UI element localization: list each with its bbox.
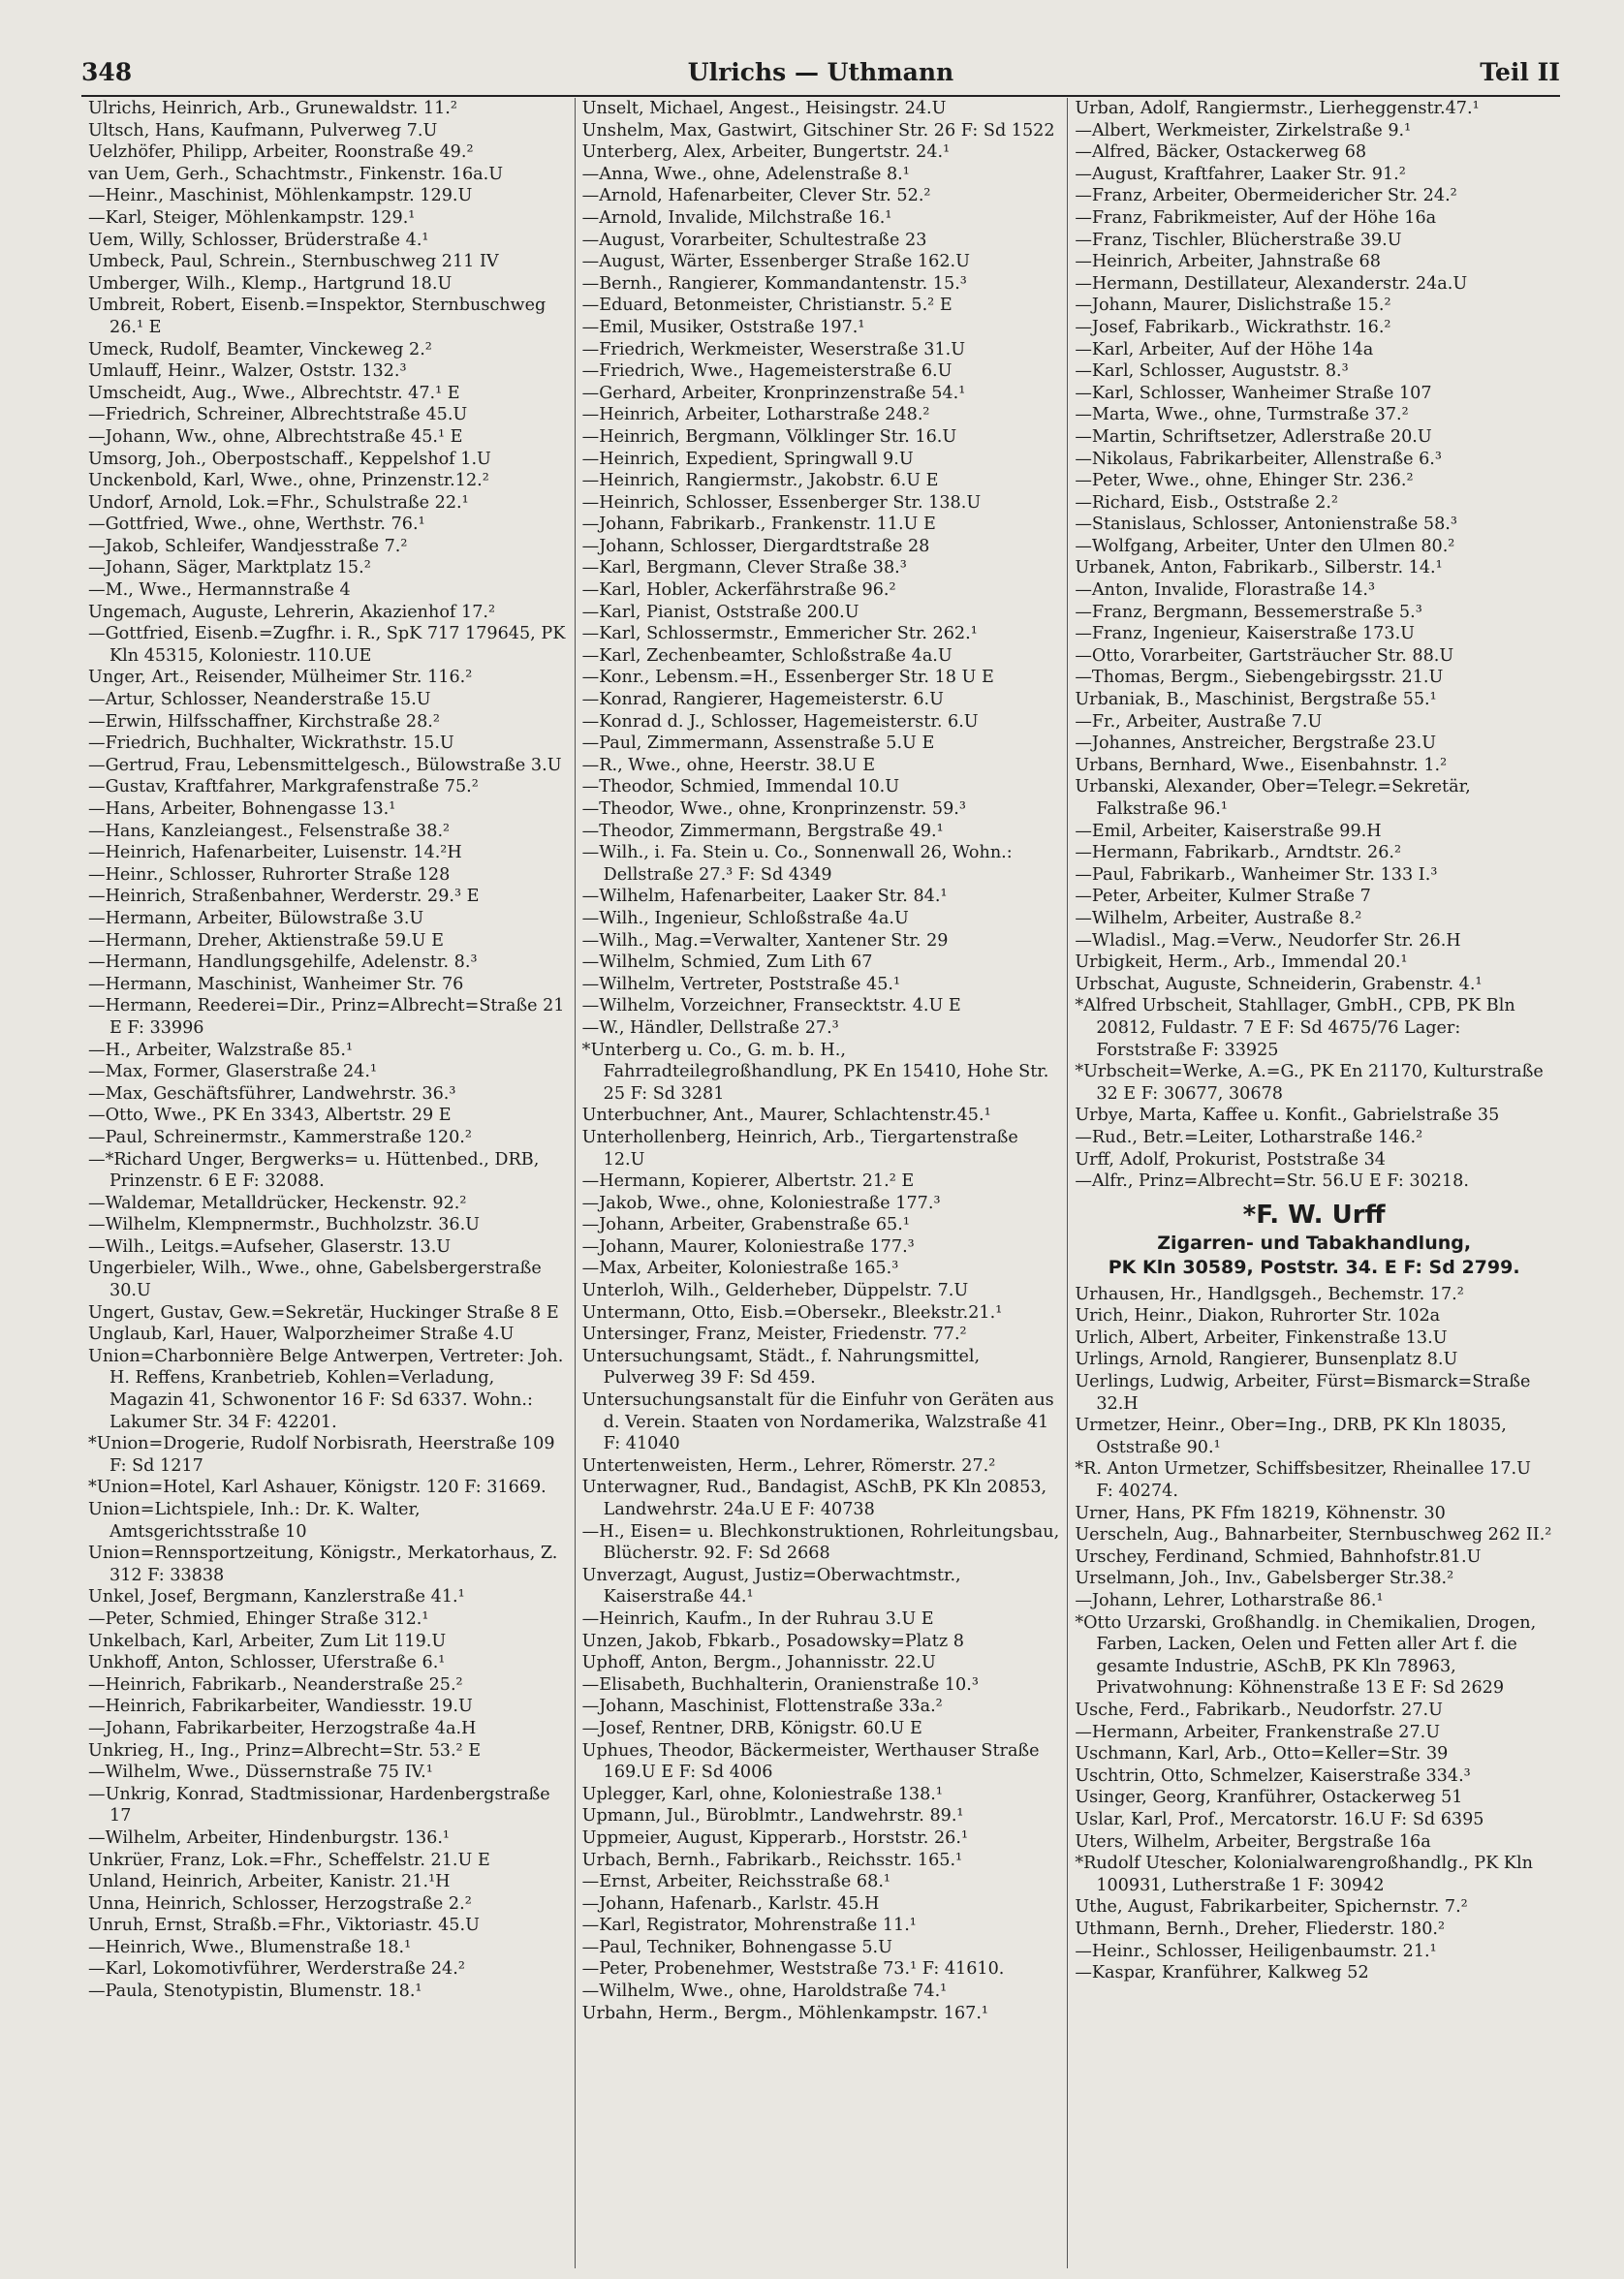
directory-entry: Uerscheln, Aug., Bahnarbeiter, Sternbuschweg 262 II.² xyxy=(1075,1525,1552,1545)
directory-entry: Uppmeier, August, Kipperarb., Horststr. 26.¹ xyxy=(581,1827,969,1848)
directory-entry: —Hermann, Reederei=Dir., Prinz=Albrecht=Straße 21 E F: 33996 xyxy=(88,996,571,1038)
directory-entry: Union=Rennsportzeitung, Königstr., Merkatorhaus, Z. 312 F: 33838 xyxy=(88,1544,563,1585)
directory-entry: —Heinrich, Fabrikarbeiter, Wandiesstr. 19.U xyxy=(88,1697,473,1717)
directory-entry: —W., Händler, Dellstraße 27.³ xyxy=(581,1017,839,1038)
directory-entry: —Wilh., Leitgs.=Aufseher, Glaserstr. 13.U xyxy=(88,1236,452,1257)
directory-entry: Umeck, Rudolf, Beamter, Vinckeweg 2.² xyxy=(88,339,432,359)
directory-entry: Ultsch, Hans, Kaufmann, Pulverweg 7.U xyxy=(88,120,438,140)
page-header xyxy=(81,56,1560,97)
directory-entry: —Heinrich, Schlosser, Essenberger Str. 138.U xyxy=(581,492,982,513)
directory-entry: Urbahn, Herm., Bergm., Möhlenkampstr. 167.¹ xyxy=(581,2003,988,2023)
directory-entry: Urmetzer, Heinr., Ober=Ing., DRB, PK Kln 18035, Oststraße 90.¹ xyxy=(1075,1416,1513,1457)
directory-entry: —Gertrud, Frau, Lebensmittelgesch., Bülowstraße 3.U xyxy=(88,755,562,775)
directory-entry: Urbigkeit, Herm., Arb., Immendal 20.¹ xyxy=(1075,952,1408,973)
directory-entry: —Wolfgang, Arbeiter, Unter den Ulmen 80.² xyxy=(1075,536,1455,556)
directory-entry: —Franz, Tischler, Blücherstraße 39.U xyxy=(1075,230,1402,250)
directory-entry: —Peter, Wwe., ohne, Ehinger Str. 236.² xyxy=(1075,471,1414,491)
directory-entry: —Heinr., Schlosser, Ruhrorter Straße 128 xyxy=(88,864,451,885)
directory-entry: Union=Charbonnière Belge Antwerpen, Vertreter: Joh. H. Reffens, Kranbetrieb, Kohlen=Verladung, Magazin 41, Schwonentor 16 F: Sd 6337. Wohn.: Lakumer Str. 34 F: 42201. xyxy=(88,1346,569,1432)
directory-entry: —Wilh., i. Fa. Stein u. Co., Sonnenwall 26, Wohn.: Dellstraße 27.³ F: Sd 4349 xyxy=(581,843,1018,885)
directory-entry: Ungemach, Auguste, Lehrerin, Akazienhof 17.² xyxy=(88,602,496,622)
directory-entry: Urlich, Albert, Arbeiter, Finkenstraße 13.U xyxy=(1075,1327,1448,1348)
directory-entry: *Otto Urzarski, Großhandlg. in Chemikalien, Drogen, Farben, Lacken, Oelen und Fetten aller Art f. die gesamte Industrie, ASchB, PK Kln 78963, Privatwohnung: Köhnenstraße 13 E F: Sd 2629 xyxy=(1075,1612,1542,1699)
directory-entry: Umbreit, Robert, Eisenb.=Inspektor, Sternbuschweg 26.¹ E xyxy=(88,296,551,337)
directory-entry: Uters, Wilhelm, Arbeiter, Bergstraße 16a xyxy=(1075,1831,1431,1852)
directory-entry: Urff, Adolf, Prokurist, Poststraße 34 xyxy=(1075,1149,1386,1170)
directory-entry: —Paul, Schreinermstr., Kammerstraße 120.² xyxy=(88,1127,472,1147)
directory-entry: —H., Eisen= u. Blechkonstruktionen, Rohrleitungsbau, Blücherstr. 92. F: Sd 2668 xyxy=(581,1521,1065,1564)
directory-entry: —Johann, Fabrikarb., Frankenstr. 11.U E xyxy=(581,515,936,535)
directory-entry: —Konrad, Rangierer, Hagemeisterstr. 6.U xyxy=(581,690,944,710)
directory-entry: —Karl, Registrator, Mohrenstraße 11.¹ xyxy=(581,1916,917,1936)
directory-entry: Unzen, Jakob, Fbkarb., Posadowsky=Platz 8 xyxy=(581,1631,964,1651)
directory-entry: —Hermann, Handlungsgehilfe, Adelenstr. 8.³ xyxy=(88,952,478,973)
directory-entry: —Johann, Lehrer, Lotharstraße 86.¹ xyxy=(1075,1591,1384,1610)
directory-entry: Umsorg, Joh., Oberpostschaff., Keppelshof 1.U xyxy=(88,449,491,469)
directory-entry: —Emil, Arbeiter, Kaiserstraße 99.H xyxy=(1075,821,1382,841)
directory-entry: —Heinr., Schlosser, Heiligenbaumstr. 21.¹ xyxy=(1075,1941,1437,1961)
directory-entry: —Theodor, Wwe., ohne, Kronprinzenstr. 59.³ xyxy=(581,799,966,819)
directory-entry: —Wilh., Ingenieur, Schloßstraße 4a.U xyxy=(581,908,909,928)
directory-entry: —Ernst, Arbeiter, Reichsstraße 68.¹ xyxy=(581,1872,890,1892)
directory-entry: —Alfred, Bäcker, Ostackerweg 68 xyxy=(1075,142,1367,163)
directory-entry: —Wilhelm, Schmied, Zum Lith 67 xyxy=(581,952,873,973)
directory-entry: —R., Wwe., ohne, Heerstr. 38.U E xyxy=(581,755,876,775)
directory-entry: Unterwagner, Rud., Bandagist, ASchB, PK Kln 20853, Landwehrstr. 24a.U E F: 40738 xyxy=(581,1478,1052,1519)
directory-entry: —Johann, Ww., ohne, Albrechtstraße 45.¹ E xyxy=(88,426,463,447)
directory-entry: —Johann, Hafenarb., Karlstr. 45.H xyxy=(581,1893,880,1914)
directory-entry: —Anton, Invalide, Florastraße 14.³ xyxy=(1075,580,1376,601)
ad-line-1: Zigarren- und Tabakhandlung, xyxy=(1157,1232,1472,1254)
directory-entry: Urschey, Ferdinand, Schmied, Bahnhofstr.81.U xyxy=(1075,1546,1482,1567)
ad-line-2: PK Kln 30589, Poststr. 34. E F: Sd 2799. xyxy=(1108,1256,1520,1278)
directory-entry: —Theodor, Zimmermann, Bergstraße 49.¹ xyxy=(581,821,944,841)
directory-entry: —Heinr., Maschinist, Möhlenkampstr. 129.U xyxy=(88,186,473,206)
directory-entry: —M., Wwe., Hermannstraße 4 xyxy=(88,580,351,601)
directory-entry: Untermann, Otto, Eisb.=Obersekr., Bleekstr.21.¹ xyxy=(581,1302,1003,1323)
directory-entry: —Friedrich, Werkmeister, Weserstraße 31.U xyxy=(581,339,966,359)
directory-entry: Urbschat, Auguste, Schneiderin, Grabenstr. 4.¹ xyxy=(1075,974,1483,994)
directory-entry: —Gottfried, Wwe., ohne, Werthstr. 76.¹ xyxy=(88,515,425,535)
directory-entry: Usinger, Georg, Kranführer, Ostackerweg 51 xyxy=(1075,1788,1463,1808)
directory-entry: —Heinrich, Bergmann, Völklinger Str. 16.U xyxy=(581,426,957,447)
directory-entry: —Erwin, Hilfsschaffner, Kirchstraße 28.² xyxy=(88,711,440,732)
directory-entry: —Wilhelm, Hafenarbeiter, Laaker Str. 84.¹ xyxy=(581,887,948,907)
directory-entry: —Emil, Musiker, Oststraße 197.¹ xyxy=(581,317,865,337)
directory-entry: —Karl, Schlosser, Wanheimer Straße 107 xyxy=(1075,383,1432,403)
directory-entry: Untersuchungsamt, Städt., f. Nahrungsmittel, Pulverweg 39 F: Sd 459. xyxy=(581,1346,985,1389)
directory-entry: —Karl, Hobler, Ackerfährstraße 96.² xyxy=(581,580,896,601)
directory-entry: —Johann, Maurer, Dislichstraße 15.² xyxy=(1075,296,1391,316)
directory-entry: —Franz, Ingenieur, Kaiserstraße 173.U xyxy=(1075,624,1415,644)
directory-entry: —Heinrich, Expedient, Springwall 9.U xyxy=(581,449,914,469)
directory-entry: —Konrad d. J., Schlosser, Hagemeisterstr. 6.U xyxy=(581,711,979,732)
directory-entry: —Karl, Zechenbeamter, Schloßstraße 4a.U xyxy=(581,645,953,666)
directory-entry: —Karl, Pianist, Oststraße 200.U xyxy=(581,602,859,622)
directory-entry: —Hans, Arbeiter, Bohnengasse 13.¹ xyxy=(88,799,396,819)
directory-entry: Unkelbach, Karl, Arbeiter, Zum Lit 119.U xyxy=(88,1631,447,1651)
directory-entry: Uthmann, Bernh., Dreher, Fliederstr. 180.² xyxy=(1075,1919,1446,1939)
directory-entry: —Otto, Wwe., PK En 3343, Albertstr. 29 E xyxy=(88,1106,452,1126)
directory-entry: —Paul, Zimmermann, Assenstraße 5.U E xyxy=(581,734,935,754)
directory-entry: —Hermann, Arbeiter, Bülowstraße 3.U xyxy=(88,908,424,928)
directory-entry: *Rudolf Utescher, Kolonialwarengroßhandlg., PK Kln 100931, Lutherstraße 1 F: 30942 xyxy=(1075,1854,1539,1895)
directory-entry: —Elisabeth, Buchhalterin, Oranienstraße 10.³ xyxy=(581,1674,979,1695)
directory-entry: —Gottfried, Eisenb.=Zugfhr. i. R., SpK 717 179645, PK Kln 45315, Koloniestr. 110.UE xyxy=(88,624,571,666)
directory-entry: —Hermann, Kopierer, Albertstr. 21.² E xyxy=(581,1171,915,1192)
directory-entry: —Unkrig, Konrad, Stadtmissionar, Hardenbergstraße 17 xyxy=(88,1784,556,1826)
directory-entry: —Artur, Schlosser, Neanderstraße 15.U xyxy=(88,690,431,710)
directory-entry: —Martin, Schriftsetzer, Adlerstraße 20.U xyxy=(1075,426,1432,447)
directory-entry: —Alfr., Prinz=Albrecht=Str. 56.U E F: 30218. xyxy=(1075,1171,1469,1192)
directory-entry: —Marta, Wwe., ohne, Turmstraße 37.² xyxy=(1075,405,1409,425)
directory-entry: —Paul, Fabrikarb., Wanheimer Str. 133 I.³ xyxy=(1075,864,1438,885)
directory-entry: —Gustav, Kraftfahrer, Markgrafenstraße 75.² xyxy=(88,777,479,797)
directory-entry: —Friedrich, Buchhalter, Wickrathstr. 15.U xyxy=(88,734,454,754)
directory-entry: Upmann, Jul., Büroblmtr., Landwehrstr. 89.¹ xyxy=(581,1806,964,1826)
directory-entry: —Wilhelm, Vertreter, Poststraße 45.¹ xyxy=(581,974,901,994)
directory-entry: Untertenweisten, Herm., Lehrer, Römerstr. 27.² xyxy=(581,1455,996,1476)
directory-entry: —Friedrich, Wwe., Hagemeisterstraße 6.U xyxy=(581,361,953,382)
directory-entry: Urlings, Arnold, Rangierer, Bunsenplatz 8.U xyxy=(1075,1350,1458,1370)
directory-entry: —Johann, Säger, Marktplatz 15.² xyxy=(88,558,371,578)
directory-entry: —Wladisl., Mag.=Verw., Neudorfer Str. 26.H xyxy=(1075,930,1461,951)
directory-entry: —Heinrich, Fabrikarb., Neanderstraße 25.² xyxy=(88,1674,463,1695)
directory-entry: Untersinger, Franz, Meister, Friedenstr. 77.² xyxy=(581,1325,967,1345)
directory-entry: —Heinrich, Wwe., Blumenstraße 18.¹ xyxy=(88,1937,412,1957)
directory-entry: —Max, Former, Glaserstraße 24.¹ xyxy=(88,1062,378,1082)
directory-entry: —Wilh., Mag.=Verwalter, Xantener Str. 29 xyxy=(581,930,949,951)
column-1 xyxy=(81,98,575,2268)
directory-entry: Unger, Art., Reisender, Mülheimer Str. 116.² xyxy=(88,668,473,688)
running-title: Ulrichs — Uthmann xyxy=(687,58,954,86)
directory-entry: —Gerhard, Arbeiter, Kronprinzenstraße 54.¹ xyxy=(581,383,966,403)
directory-entry: Uschtrin, Otto, Schmelzer, Kaiserstraße 334.³ xyxy=(1075,1765,1471,1786)
directory-entry: —Arnold, Invalide, Milchstraße 16.¹ xyxy=(581,207,892,228)
directory-entry: —Hermann, Dreher, Aktienstraße 59.U E xyxy=(88,930,444,951)
directory-entry: Unverzagt, August, Justiz=Oberwachtmstr., Kaiserstraße 44.¹ xyxy=(581,1565,967,1608)
directory-entry: —Eduard, Betonmeister, Christianstr. 5.² E xyxy=(581,296,953,316)
directory-entry: —Karl, Lokomotivführer, Werderstraße 24.² xyxy=(88,1959,465,1980)
directory-entry: —Thomas, Bergm., Siebengebirgsstr. 21.U xyxy=(1075,668,1444,688)
directory-entry: —Karl, Arbeiter, Auf der Höhe 14a xyxy=(1075,339,1374,359)
directory-entry: *Unterberg u. Co., G. m. b. H., Fahrradteilegroßhandlung, PK En 15410, Hohe Str. 25 F: Sd 3281 xyxy=(581,1040,1054,1104)
directory-entry: —Hans, Kanzleiangest., Felsenstraße 38.² xyxy=(88,821,451,841)
directory-entry: —Arnold, Hafenarbeiter, Clever Str. 52.² xyxy=(581,186,931,206)
directory-entry: Umlauff, Heinr., Walzer, Oststr. 132.³ xyxy=(88,361,407,382)
directory-entry: —Jakob, Schleifer, Wandjesstraße 7.² xyxy=(88,536,408,556)
directory-columns xyxy=(81,98,1560,2268)
directory-entry: —Wilhelm, Vorzeichner, Fransecktstr. 4.U E xyxy=(581,996,961,1016)
directory-entry: Ungert, Gustav, Gew.=Sekretär, Huckinger Straße 8 E xyxy=(88,1302,559,1323)
directory-entry: Unselt, Michael, Angest., Heisingstr. 24.U xyxy=(581,99,947,118)
directory-entry: Uphoff, Anton, Bergm., Johannisstr. 22.U xyxy=(581,1653,936,1673)
directory-entry: Uelzhöfer, Philipp, Arbeiter, Roonstraße 49.² xyxy=(88,142,474,163)
directory-entry: Unruh, Ernst, Straßb.=Fhr., Viktoriastr. 45.U xyxy=(88,1916,480,1936)
directory-entry: —Konr., Lebensm.=H., Essenberger Str. 18 U E xyxy=(581,668,994,688)
directory-entry: Urbans, Bernhard, Wwe., Eisenbahnstr. 1.² xyxy=(1075,755,1448,775)
directory-entry: Unna, Heinrich, Schlosser, Herzogstraße 2.² xyxy=(88,1893,472,1914)
directory-entry: —Johann, Schlosser, Diergardtstraße 28 xyxy=(581,536,930,556)
directory-entry: Unkrüer, Franz, Lok.=Fhr., Scheffelstr. 21.U E xyxy=(88,1850,490,1870)
directory-entry: —*Richard Unger, Bergwerks= u. Hüttenbed., DRB, Prinzenstr. 6 E F: 32088. xyxy=(88,1149,545,1192)
directory-entry: —August, Wärter, Essenberger Straße 162.U xyxy=(581,252,970,272)
directory-entry: Unckenbold, Karl, Wwe., ohne, Prinzenstr.12.² xyxy=(88,471,489,491)
directory-entry: —Hermann, Fabrikarb., Arndtstr. 26.² xyxy=(1075,843,1402,863)
directory-entry: Unterloh, Wilh., Gelderheber, Düppelstr. 7.U xyxy=(581,1281,969,1301)
directory-entry: —Karl, Steiger, Möhlenkampstr. 129.¹ xyxy=(88,207,416,228)
directory-entry: —Max, Geschäftsführer, Landwehrstr. 36.³ xyxy=(88,1083,456,1104)
directory-entry: —Paul, Techniker, Bohnengasse 5.U xyxy=(581,1937,892,1957)
directory-entry: *R. Anton Urmetzer, Schiffsbesitzer, Rheinallee 17.U F: 40274. xyxy=(1075,1459,1537,1502)
directory-entry: Urbach, Bernh., Fabrikarb., Reichsstr. 165.¹ xyxy=(581,1850,963,1870)
directory-entry: Umscheidt, Aug., Wwe., Albrechtstr. 47.¹ E xyxy=(88,383,460,403)
part-label: Teil II xyxy=(1480,58,1560,86)
directory-entry: —Peter, Schmied, Ehinger Straße 312.¹ xyxy=(88,1608,429,1629)
page-number: 348 xyxy=(81,58,133,86)
ad-firm-name: *F. W. Urff xyxy=(1242,1200,1386,1230)
directory-entry: Untersuchungsanstalt für die Einfuhr von Geräten aus d. Verein. Staaten von Nordamerika, Walzstraße 41 F: 41040 xyxy=(581,1390,1060,1454)
directory-entry: Ungerbieler, Wilh., Wwe., ohne, Gabelsbergerstraße 30.U xyxy=(88,1259,547,1301)
directory-entry: *Union=Drogerie, Rudolf Norbisrath, Heerstraße 109 F: Sd 1217 xyxy=(88,1434,561,1476)
directory-entry: Usche, Ferd., Fabrikarb., Neudorfstr. 27.U xyxy=(1075,1700,1443,1720)
directory-entry: —Friedrich, Schreiner, Albrechtstraße 45.U xyxy=(88,405,468,425)
directory-entry: —August, Vorarbeiter, Schultestraße 23 xyxy=(581,230,927,250)
directory-entry: —Karl, Schlosser, Auguststr. 8.³ xyxy=(1075,361,1349,382)
directory-entry: Uerlings, Ludwig, Arbeiter, Fürst=Bismarck=Straße 32.H xyxy=(1075,1372,1536,1414)
directory-entry: —Hermann, Maschinist, Wanheimer Str. 76 xyxy=(88,974,464,994)
directory-entry: Umberger, Wilh., Klemp., Hartgrund 18.U xyxy=(88,273,453,294)
column-3 xyxy=(1067,98,1560,2268)
directory-entry: —Rud., Betr.=Leiter, Lotharstraße 146.² xyxy=(1075,1127,1423,1147)
directory-entry: *Alfred Urbscheit, Stahllager, GmbH., CPB, PK Bln 20812, Fuldastr. 7 E F: Sd 4675/76 Lager: Forststraße F: 33925 xyxy=(1075,996,1521,1060)
directory-entry: —Peter, Arbeiter, Kulmer Straße 7 xyxy=(1075,887,1371,907)
directory-entry: Unland, Heinrich, Arbeiter, Kanistr. 21.¹H xyxy=(88,1872,451,1892)
directory-entry: —Heinrich, Arbeiter, Jahnstraße 68 xyxy=(1075,252,1381,272)
directory-entry: —Wilhelm, Wwe., ohne, Haroldstraße 74.¹ xyxy=(581,1982,948,2002)
advertisement-urff xyxy=(1075,1199,1553,1280)
directory-entry: *Urbscheit=Werke, A.=G., PK En 21170, Kulturstraße 32 E F: 30677, 30678 xyxy=(1075,1062,1549,1104)
directory-entry: Unkrieg, H., Ing., Prinz=Albrecht=Str. 53.² E xyxy=(88,1740,482,1761)
directory-entry: —Johann, Fabrikarbeiter, Herzogstraße 4a.H xyxy=(88,1718,477,1738)
directory-entry: —Heinrich, Hafenarbeiter, Luisenstr. 14.²H xyxy=(88,843,462,863)
directory-entry: *Union=Hotel, Karl Ashauer, Königstr. 120 F: 31669. xyxy=(88,1478,547,1498)
directory-entry: Uthe, August, Fabrikarbeiter, Spichernstr. 7.² xyxy=(1075,1897,1468,1918)
directory-entry: —Wilhelm, Arbeiter, Austraße 8.² xyxy=(1075,908,1362,928)
directory-entry: —Wilhelm, Arbeiter, Hindenburgstr. 136.¹ xyxy=(88,1827,450,1848)
directory-entry: —Josef, Rentner, DRB, Königstr. 60.U E xyxy=(581,1718,922,1738)
directory-entry: Urbanski, Alexander, Ober=Telegr.=Sekretär, Falkstraße 96.¹ xyxy=(1075,777,1477,819)
directory-entry: —Heinrich, Rangiermstr., Jakobstr. 6.U E xyxy=(581,471,939,491)
directory-entry: —Johann, Maschinist, Flottenstraße 33a.² xyxy=(581,1697,943,1717)
directory-entry: Urselmann, Joh., Inv., Gabelsberger Str.38.² xyxy=(1075,1569,1454,1589)
directory-entry: Uem, Willy, Schlosser, Brüderstraße 4.¹ xyxy=(88,230,429,250)
directory-entry: —Heinrich, Kaufm., In der Ruhrau 3.U E xyxy=(581,1608,934,1629)
directory-entry: —Josef, Fabrikarb., Wickrathstr. 16.² xyxy=(1075,317,1391,337)
directory-entry: Uschmann, Karl, Arb., Otto=Keller=Str. 39 xyxy=(1075,1744,1449,1764)
directory-entry: —Jakob, Wwe., ohne, Koloniestraße 177.³ xyxy=(581,1193,941,1213)
directory-entry: —August, Kraftfahrer, Laaker Str. 91.² xyxy=(1075,164,1406,184)
directory-entry: —Anna, Wwe., ohne, Adelenstraße 8.¹ xyxy=(581,164,910,184)
directory-entry: Unterhollenberg, Heinrich, Arb., Tiergartenstraße 12.U xyxy=(581,1127,1024,1170)
directory-entry: Urbanek, Anton, Fabrikarb., Silberstr. 14.¹ xyxy=(1075,558,1443,578)
directory-entry: —Karl, Schlossermstr., Emmericher Str. 262.¹ xyxy=(581,624,978,644)
directory-entry: —Richard, Eisb., Oststraße 2.² xyxy=(1075,492,1338,513)
directory-entry: van Uem, Gerh., Schachtmstr., Finkenstr. 16a.U xyxy=(88,164,504,184)
directory-entry: —Stanislaus, Schlosser, Antonienstraße 58.³ xyxy=(1075,515,1457,535)
directory-entry: —Heinrich, Straßenbahner, Werderstr. 29.³ E xyxy=(88,887,480,907)
directory-entry: Undorf, Arnold, Lok.=Fhr., Schulstraße 22.¹ xyxy=(88,492,469,513)
directory-entry: Unterberg, Alex, Arbeiter, Bungertstr. 24.¹ xyxy=(581,142,951,163)
directory-entry: —Wilhelm, Klempnermstr., Buchholzstr. 36.U xyxy=(88,1215,481,1235)
directory-entry: Unkel, Josef, Bergmann, Kanzlerstraße 41.¹ xyxy=(88,1587,465,1608)
directory-entry: Unshelm, Max, Gastwirt, Gitschiner Str. 26 F: Sd 1522 xyxy=(581,120,1055,140)
directory-entry: Urner, Hans, PK Ffm 18219, Köhnenstr. 30 xyxy=(1075,1503,1446,1523)
directory-entry: —Fr., Arbeiter, Austraße 7.U xyxy=(1075,711,1323,732)
directory-entry: —Heinrich, Arbeiter, Lotharstraße 248.² xyxy=(581,405,930,425)
directory-entry: —H., Arbeiter, Walzstraße 85.¹ xyxy=(88,1040,354,1060)
directory-entry: —Karl, Bergmann, Clever Straße 38.³ xyxy=(581,558,907,578)
directory-entry: —Franz, Bergmann, Bessemerstraße 5.³ xyxy=(1075,602,1422,622)
directory-entry: —Peter, Probenehmer, Weststraße 73.¹ F: 41610. xyxy=(581,1959,1005,1980)
directory-entry: —Hermann, Arbeiter, Frankenstraße 27.U xyxy=(1075,1722,1441,1742)
directory-entry: —Albert, Werkmeister, Zirkelstraße 9.¹ xyxy=(1075,120,1412,140)
directory-entry: Uplegger, Karl, ohne, Koloniestraße 138.¹ xyxy=(581,1784,943,1804)
directory-entry: —Johann, Maurer, Koloniestraße 177.³ xyxy=(581,1236,915,1257)
directory-entry: Unkhoff, Anton, Schlosser, Uferstraße 6.¹ xyxy=(88,1653,446,1673)
directory-entry: —Paula, Stenotypistin, Blumenstr. 18.¹ xyxy=(88,1982,422,2002)
directory-entry: —Nikolaus, Fabrikarbeiter, Allenstraße 6.³ xyxy=(1075,449,1442,469)
directory-entry: Urbaniak, B., Maschinist, Bergstraße 55.¹ xyxy=(1075,690,1437,710)
directory-entry: —Max, Arbeiter, Koloniestraße 165.³ xyxy=(581,1259,899,1279)
directory-entry: Urich, Heinr., Diakon, Ruhrorter Str. 102a xyxy=(1075,1306,1441,1327)
directory-entry: —Theodor, Schmied, Immendal 10.U xyxy=(581,777,900,797)
directory-entry: Uslar, Karl, Prof., Mercatorstr. 16.U F: Sd 6395 xyxy=(1075,1809,1484,1829)
directory-entry: —Waldemar, Metalldrücker, Heckenstr. 92.² xyxy=(88,1193,467,1213)
directory-entry: —Johann, Arbeiter, Grabenstraße 65.¹ xyxy=(581,1215,910,1235)
directory-entry: —Kaspar, Kranführer, Kalkweg 52 xyxy=(1075,1963,1369,1983)
directory-entry: Uphues, Theodor, Bäckermeister, Werthauser Straße 169.U E F: Sd 4006 xyxy=(581,1740,1046,1783)
directory-entry: —Johannes, Anstreicher, Bergstraße 23.U xyxy=(1075,734,1437,754)
directory-entry: Urhausen, Hr., Handlgsgeh., Bechemstr. 17.² xyxy=(1075,1284,1464,1304)
directory-entry: —Franz, Fabrikmeister, Auf der Höhe 16a xyxy=(1075,207,1437,228)
column-2 xyxy=(575,98,1068,2268)
directory-entry: Unglaub, Karl, Hauer, Walporzheimer Straße 4.U xyxy=(88,1325,515,1345)
directory-entry: —Bernh., Rangierer, Kommandantenstr. 15.³ xyxy=(581,273,967,294)
directory-entry: Urban, Adolf, Rangiermstr., Lierheggenstr.47.¹ xyxy=(1075,99,1480,118)
directory-entry: Unterbuchner, Ant., Maurer, Schlachtenstr.45.¹ xyxy=(581,1106,991,1126)
directory-entry: —Hermann, Destillateur, Alexanderstr. 24a.U xyxy=(1075,273,1468,294)
directory-entry: Urbye, Marta, Kaffee u. Konfit., Gabrielstraße 35 xyxy=(1075,1106,1500,1126)
directory-entry: —Wilhelm, Wwe., Düssernstraße 75 IV.¹ xyxy=(88,1763,433,1783)
directory-entry: Union=Lichtspiele, Inh.: Dr. K. Walter, Amtsgerichtsstraße 10 xyxy=(88,1500,426,1542)
directory-entry: Umbeck, Paul, Schrein., Sternbuschweg 211 IV xyxy=(88,252,499,272)
directory-entry: —Franz, Arbeiter, Obermeidericher Str. 24.² xyxy=(1075,186,1457,206)
directory-entry: Ulrichs, Heinrich, Arb., Grunewaldstr. 11.² xyxy=(88,99,457,118)
directory-entry: —Otto, Vorarbeiter, Gartsträucher Str. 88.U xyxy=(1075,645,1454,666)
